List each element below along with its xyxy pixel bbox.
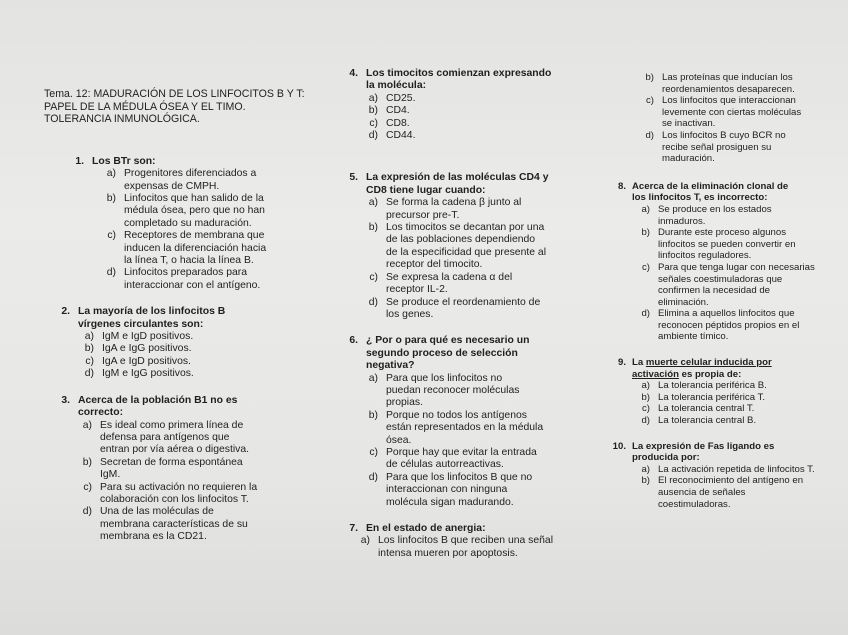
question-text-underlined: muerte celular inducida por activación bbox=[632, 357, 772, 380]
question-5 bbox=[334, 172, 556, 321]
question-number: 8. bbox=[617, 180, 626, 192]
question-text: La expresión de Fas ligando es producida por: bbox=[632, 440, 775, 464]
question-text bbox=[632, 357, 820, 380]
option-letter: c) bbox=[369, 271, 378, 283]
option-letter: d) bbox=[368, 296, 378, 308]
option-letter: c) bbox=[107, 230, 116, 242]
option-letter: b) bbox=[368, 222, 378, 234]
option-text: La tolerancia central T. bbox=[658, 403, 755, 415]
question-number: 7. bbox=[349, 523, 358, 534]
title-line: PAPEL DE LA MÉDULA ÓSEA Y EL TIMO. bbox=[44, 100, 246, 113]
option-letter: b) bbox=[645, 72, 654, 83]
option-text: IgM e IgG positivos. bbox=[102, 368, 194, 380]
option-letter: a) bbox=[368, 372, 378, 384]
question-7-continued bbox=[610, 72, 820, 165]
option-text: Las proteínas que inducían los reordenamientos desaparecen. bbox=[662, 72, 795, 95]
option-letter: b) bbox=[368, 105, 378, 117]
option-letter: c) bbox=[85, 355, 94, 367]
question-text: Acerca de la población B1 no es correcto: bbox=[78, 394, 238, 419]
option-letter: b) bbox=[106, 193, 116, 204]
option-letter: b) bbox=[641, 391, 650, 403]
option-letter: d) bbox=[368, 471, 378, 483]
column-right bbox=[610, 72, 820, 524]
option-text: Una de las moléculas de membrana características de su membrana es la CD21. bbox=[100, 506, 248, 543]
question-text: Los timocitos comienzan expresando la molécula: bbox=[366, 68, 552, 92]
question-number: 1. bbox=[75, 155, 84, 167]
option-letter: c) bbox=[83, 481, 92, 493]
option-text: Los linfocitos que interaccionan levemente con ciertas moléculas se inactivan. bbox=[662, 95, 802, 130]
option-text: Secretan de forma espontánea IgM. bbox=[100, 456, 243, 481]
option-text: Receptores de membrana que inducen la diferenciación hacia la línea T, o hacia la línea B. bbox=[124, 230, 267, 267]
option-letter: b) bbox=[368, 409, 378, 421]
column-left bbox=[42, 88, 305, 558]
question-8 bbox=[610, 181, 820, 343]
option-letter: a) bbox=[84, 331, 94, 343]
option-letter: c) bbox=[369, 117, 378, 129]
option-letter: d) bbox=[84, 368, 94, 380]
option-letter: b) bbox=[82, 456, 92, 468]
question-number: 10. bbox=[612, 440, 626, 452]
question-number: 9. bbox=[617, 357, 626, 369]
option-text: Se expresa la cadena α del receptor IL-2. bbox=[386, 271, 513, 296]
option-letter: c) bbox=[642, 403, 650, 415]
option-text: La activación repetida de linfocitos T. bbox=[658, 463, 815, 475]
option-text: Los linfocitos B cuyo BCR no recibe señal prosiguen su maduración. bbox=[662, 129, 786, 165]
question-10 bbox=[610, 441, 820, 511]
option-text: Para que los linfocitos B que no interaccionan con ninguna molécula sigan madurando. bbox=[386, 471, 533, 508]
option-letter: a) bbox=[641, 463, 650, 475]
option-text: Porque hay que evitar la entrada de células autorreactivas. bbox=[386, 446, 537, 471]
option-text: La tolerancia periférica B. bbox=[658, 380, 767, 392]
option-letter: c) bbox=[369, 446, 378, 458]
title-line: Tema. 12: MADURACIÓN DE LOS LINFOCITOS B Y T: bbox=[44, 88, 305, 100]
option-text: El reconocimiento del antígeno en ausencia de señales coestimuladoras. bbox=[658, 475, 804, 510]
question-7 bbox=[334, 523, 556, 560]
question-number: 6. bbox=[349, 335, 358, 347]
option-letter: a) bbox=[368, 197, 378, 209]
option-letter: a) bbox=[360, 535, 370, 547]
option-letter: a) bbox=[641, 203, 650, 215]
option-text: Se produce en los estados inmaduros. bbox=[658, 203, 772, 227]
question-number: 5. bbox=[349, 172, 358, 184]
option-text: La tolerancia periférica T. bbox=[658, 391, 766, 403]
option-text: CD25. bbox=[386, 92, 416, 104]
question-number: 4. bbox=[349, 68, 358, 79]
question-number: 3. bbox=[61, 394, 70, 406]
option-letter: c) bbox=[646, 95, 654, 107]
option-letter: c) bbox=[642, 261, 650, 273]
question-6 bbox=[334, 335, 556, 509]
option-text: La tolerancia central B. bbox=[658, 415, 757, 427]
option-letter: d) bbox=[641, 415, 650, 427]
option-letter: b) bbox=[641, 227, 650, 239]
question-text: La expresión de las moléculas CD4 y CD8 tiene lugar cuando: bbox=[366, 172, 549, 196]
question-3 bbox=[42, 395, 282, 544]
option-text: CD44. bbox=[386, 130, 416, 142]
column-middle bbox=[334, 68, 556, 574]
option-text: Se forma la cadena β junto al precursor pre-T. bbox=[386, 197, 522, 221]
option-text: Porque no todos los antígenos están representados en la médula ósea. bbox=[386, 409, 544, 446]
option-letter: d) bbox=[82, 506, 92, 518]
option-letter: a) bbox=[106, 168, 116, 180]
option-letter: d) bbox=[645, 129, 654, 141]
option-text: Se produce el reordenamiento de los genes. bbox=[386, 296, 541, 320]
option-letter: d) bbox=[368, 130, 378, 142]
option-text: Elimina a aquellos linfocitos que reconocen péptidos propios en el ambiente tímico. bbox=[658, 308, 800, 343]
question-4 bbox=[334, 68, 556, 142]
option-text: Es ideal como primera línea de defensa para antígenos que entran por vía aérea o digestiva. bbox=[100, 419, 250, 456]
question-9 bbox=[610, 357, 820, 427]
document-title bbox=[44, 88, 305, 126]
option-letter: d) bbox=[106, 267, 116, 279]
question-text-pre: La bbox=[632, 357, 646, 369]
option-letter: a) bbox=[368, 92, 378, 104]
question-2 bbox=[42, 306, 282, 380]
option-letter: d) bbox=[641, 308, 650, 320]
question-text: ¿ Por o para qué es necesario un segundo proceso de selección negativa? bbox=[366, 335, 530, 372]
option-text: Para su activación no requieren la colaboración con los linfocitos T. bbox=[100, 481, 258, 505]
option-letter: b) bbox=[641, 475, 650, 487]
option-text: Progenitores diferenciados a expensas de CMPH. bbox=[124, 168, 257, 192]
question-text: Acerca de la eliminación clonal de los linfocitos T, es incorrecto: bbox=[632, 180, 789, 204]
option-letter: a) bbox=[82, 419, 92, 431]
option-text: Durante este proceso algunos linfocitos se pueden convertir en linfocitos reguladores. bbox=[658, 227, 796, 262]
option-text: Linfocitos preparados para interaccionar con el antígeno. bbox=[124, 267, 261, 291]
question-text: Los BTr son: bbox=[92, 155, 156, 167]
option-text: CD4. bbox=[386, 105, 410, 117]
option-text: Para que tenga lugar con necesarias señales coestimuladoras que confirmen la necesidad de eliminación. bbox=[658, 261, 815, 308]
question-text-post: es propia de: bbox=[678, 368, 742, 380]
option-text: Para que los linfocitos no puedan reconocer moléculas propias. bbox=[386, 372, 520, 409]
question-text: La mayoría de los linfocitos B vírgenes circulantes son: bbox=[78, 306, 226, 330]
title-line: TOLERANCIA INMUNOLÓGICA. bbox=[44, 113, 200, 126]
option-text: IgA e IgG positivos. bbox=[102, 343, 192, 355]
question-number: 2. bbox=[61, 306, 70, 318]
question-1 bbox=[56, 156, 282, 292]
option-text: IgM e IgD positivos. bbox=[102, 331, 194, 343]
option-letter: b) bbox=[84, 343, 94, 355]
option-letter: a) bbox=[641, 380, 650, 392]
option-text: Los linfocitos B que reciben una señal intensa mueren por apoptosis. bbox=[378, 535, 554, 559]
option-text: Los timocitos se decantan por una de las poblaciones dependiendo de la especificidad que presente al receptor del timocito. bbox=[386, 222, 547, 271]
option-text: IgA e IgD positivos. bbox=[102, 355, 191, 367]
option-text: Linfocitos que han salido de la médula ósea, pero que no han completado su maduración. bbox=[124, 193, 265, 229]
option-text: CD8. bbox=[386, 117, 410, 129]
question-text: En el estado de anergia: bbox=[366, 523, 486, 534]
